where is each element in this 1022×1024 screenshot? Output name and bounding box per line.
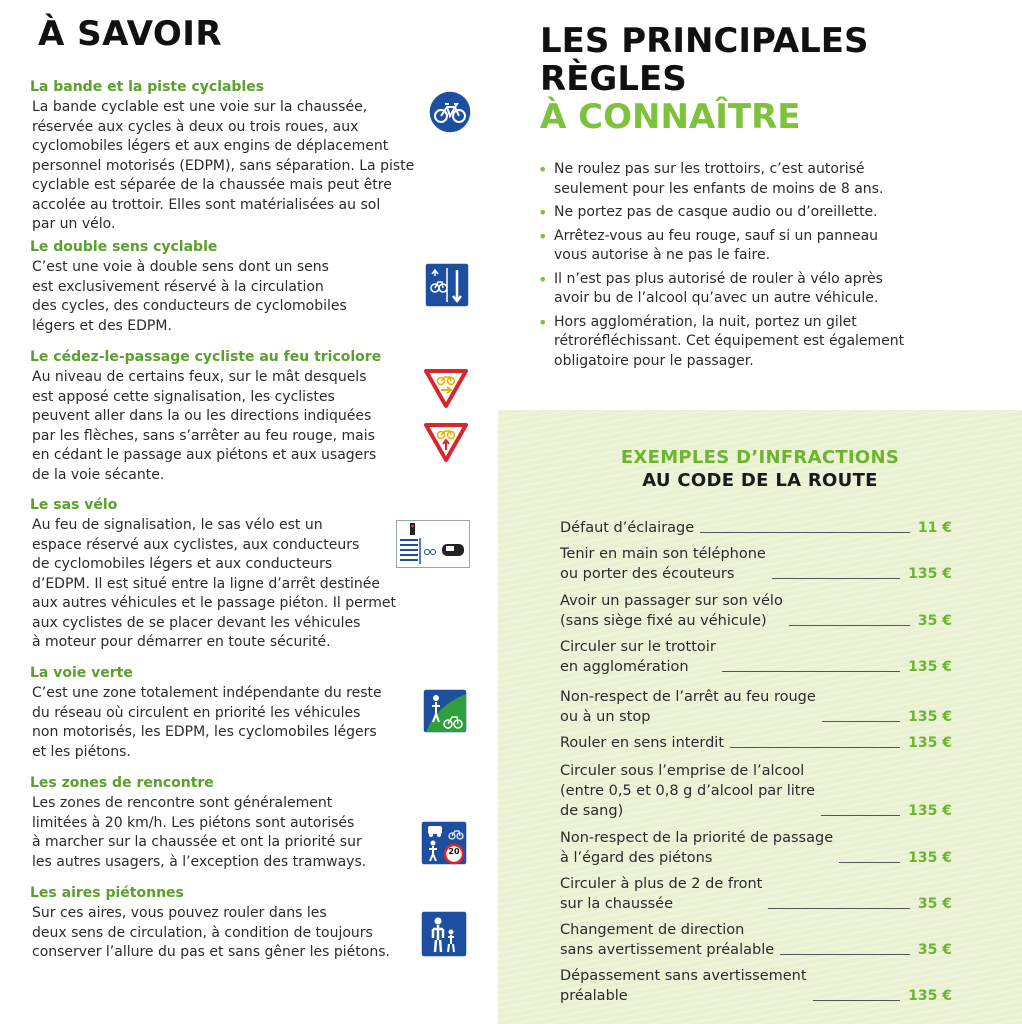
section-body: C’est une zone totalement indépendante du reste du réseau où circulent en priorité les véhicules non motorisés, les EDPM, les cyclomobiles légers et les piétons. — [32, 685, 382, 760]
fine-item — [560, 544, 952, 588]
section-body: Au feu de signalisation, le sas vélo est un espace réservé aux cyclistes, aux conducteurs de cyclomobiles légers et aux conducteurs d’EDPM. Il est situé entre la ligne d’arrêt destinée aux autres véhicules et le passage piéton. Il permet aux cyclistes de se placer devant les véhicules à moteur pour démarrer en toute sécurité. — [32, 517, 396, 650]
fine-item — [560, 920, 952, 962]
fine-amount: 135 € — [908, 850, 952, 866]
fine-amount: 135 € — [908, 566, 952, 582]
bullet-icon: • — [538, 203, 548, 222]
section-sas-velo — [28, 496, 423, 664]
fine-label: Avoir un passager sur son vélo (sans siège fixé au véhicule) — [560, 593, 783, 629]
voie-verte-sign-icon — [422, 688, 468, 734]
section-aires-pietonnes — [28, 884, 423, 963]
infractions-title: EXEMPLES D’INFRACTIONS — [620, 447, 900, 468]
section-body: C’est une voie à double sens dont un sens est exclusivement réservé à la circulation des cycles, des conducteurs de cyclomobiles légers et des EDPM. — [32, 259, 347, 334]
page-title-a-savoir: À SAVOIR — [38, 14, 223, 54]
fine-item — [560, 874, 952, 916]
fine-item — [560, 687, 952, 729]
bullet-icon: • — [538, 160, 548, 179]
section-title: Le sas vélo — [30, 497, 118, 513]
section-zones-rencontre — [28, 774, 423, 884]
fine-amount: 135 € — [908, 659, 952, 675]
bullet-icon: • — [538, 312, 548, 332]
section-body: La bande cyclable est une voie sur la chaussée, réservée aux cycles à deux ou trois roues, aux cyclomobiles légers et aux engins de déplacement personnel motorisés (EDPM), sans séparation. La piste cyclable est séparée de la chaussée mais peut être accolée au trottoir. Elles sont matérialisées au sol par un vélo. — [32, 99, 415, 232]
fine-item — [560, 518, 952, 544]
section-cedez-passage — [28, 348, 423, 496]
rule-item: • Ne portez pas de casque audio ou d’oreillette. — [538, 203, 878, 222]
section-double-sens — [28, 238, 423, 348]
section-body: Sur ces aires, vous pouvez rouler dans les deux sens de circulation, à condition de toujours conserver l’allure du pas et sans gêner les piétons. — [32, 905, 390, 960]
fine-amount: 11 € — [917, 520, 952, 536]
rule-item: • Ne roulez pas sur les trottoirs, c’est autorisé seulement pour les enfants de moins de 8 ans. — [538, 160, 884, 197]
fine-label: Non-respect de la priorité de passage à l’égard des piétons — [560, 830, 834, 866]
section-body: Les zones de rencontre sont généralement limitées à 20 km/h. Les piétons sont autorisés à marcher sur la chaussée et ont la priorité sur les autres usagers, à l’exception des tramways. — [32, 795, 367, 870]
bullet-icon: • — [538, 226, 548, 246]
section-title: Les zones de rencontre — [30, 775, 214, 791]
savoir-sections — [28, 78, 423, 970]
rules-list — [536, 160, 966, 375]
fine-item — [560, 966, 952, 1008]
fines-list — [560, 518, 952, 1008]
fine-label: Circuler sous l’emprise de l’alcool (entre 0,5 et 0,8 g d’alcool par litre de sang) — [560, 763, 816, 819]
fine-label: Circuler à plus de 2 de front sur la chaussée — [560, 876, 763, 912]
rule-item: • Il n’est pas plus autorisé de rouler à vélo après avoir bu de l’alcool qu’avec un autre véhicule. — [538, 269, 883, 306]
section-body: Au niveau de certains feux, sur le mât desquels est apposé cette signalisation, les cyclistes peuvent aller dans la ou les directions indiquées par les flèches, sans s’arrêter au feu rouge, mais en cédant le passage aux piétons et aux usagers de la voie sécante. — [32, 369, 377, 483]
fine-label: Circuler sur le trottoir en agglomération — [560, 639, 716, 675]
fine-item — [560, 591, 952, 635]
section-title: La bande et la piste cyclables — [30, 79, 265, 95]
fine-label: Tenir en main son téléphone ou porter des écouteurs — [560, 546, 766, 582]
speed-limit-value: 20 — [448, 847, 460, 856]
cedez-passage-right-sign-icon — [424, 368, 468, 408]
rules-heading-line3: À CONNAÎTRE — [540, 97, 801, 137]
rules-heading-line2: RÈGLES — [540, 59, 687, 99]
fine-amount: 135 € — [908, 735, 952, 751]
fine-amount: 135 € — [908, 803, 952, 819]
aire-pietonne-sign-icon — [420, 910, 468, 958]
fine-amount: 135 € — [908, 709, 952, 725]
sas-velo-diagram-icon — [396, 520, 470, 568]
section-bande-piste — [28, 78, 423, 238]
bicycle-lane-sign-icon — [428, 90, 472, 134]
zone-rencontre-sign-icon — [420, 820, 468, 866]
fine-label: Non-respect de l’arrêt au feu rouge ou à un stop — [560, 689, 816, 725]
fine-label: Changement de direction sans avertissement préalable — [560, 922, 775, 958]
double-sens-cyclable-sign-icon — [424, 262, 470, 308]
section-title: Les aires piétonnes — [30, 885, 184, 901]
rules-heading-line1: LES PRINCIPALES — [540, 21, 869, 61]
section-title: Le cédez-le-passage cycliste au feu tricolore — [30, 349, 382, 365]
fine-item — [560, 733, 952, 755]
cedez-passage-straight-sign-icon — [424, 422, 468, 462]
rule-item: • Hors agglomération, la nuit, portez un gilet rétroréfléchissant. Cet équipement est également obligatoire pour le passager. — [538, 312, 905, 369]
bullet-icon: • — [538, 269, 548, 289]
section-title: Le double sens cyclable — [30, 239, 218, 255]
rule-item: • Arrêtez-vous au feu rouge, sauf si un panneau vous autorise à ne pas le faire. — [538, 226, 879, 263]
fine-label: Défaut d’éclairage — [560, 520, 695, 536]
infractions-subtitle: AU CODE DE LA ROUTE — [642, 470, 878, 491]
fine-label: Rouler en sens interdit — [560, 735, 725, 751]
fine-item — [560, 761, 952, 823]
fine-amount: 35 € — [917, 896, 952, 912]
fine-amount: 35 € — [917, 613, 952, 629]
section-voie-verte — [28, 664, 423, 774]
rules-heading — [540, 22, 869, 136]
fine-item — [560, 637, 952, 681]
fine-amount: 35 € — [917, 942, 952, 958]
fine-label: Dépassement sans avertissement préalable — [560, 968, 807, 1004]
section-title: La voie verte — [30, 665, 133, 681]
fine-amount: 135 € — [908, 988, 952, 1004]
fine-item — [560, 828, 952, 870]
